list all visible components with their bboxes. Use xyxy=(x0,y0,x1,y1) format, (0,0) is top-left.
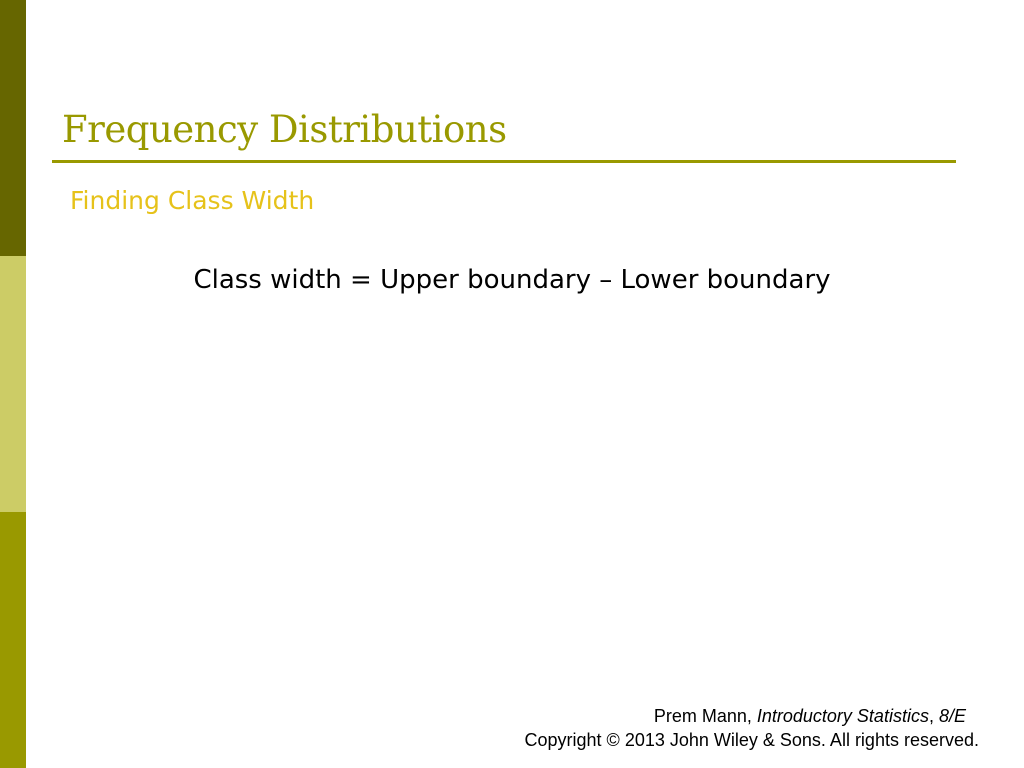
footer-citation xyxy=(525,704,966,728)
class-width-formula: Class width = Upper boundary – Lower boundary xyxy=(193,265,831,295)
side-bar-bottom xyxy=(0,512,26,768)
footer-author: Prem Mann, xyxy=(653,706,757,726)
footer-edition: 8/E xyxy=(938,706,966,726)
footer-edition-separator: , xyxy=(928,706,939,726)
side-bar-top xyxy=(0,0,26,256)
slide-subtitle: Finding Class Width xyxy=(70,186,315,215)
footer-book-title: Introductory Statistics xyxy=(756,706,929,726)
footer-copyright: Copyright © 2013 John Wiley & Sons. All rights reserved. xyxy=(524,730,979,750)
slide-title: Frequency Distributions xyxy=(62,108,507,151)
footer xyxy=(524,704,979,752)
title-underline xyxy=(52,160,956,163)
